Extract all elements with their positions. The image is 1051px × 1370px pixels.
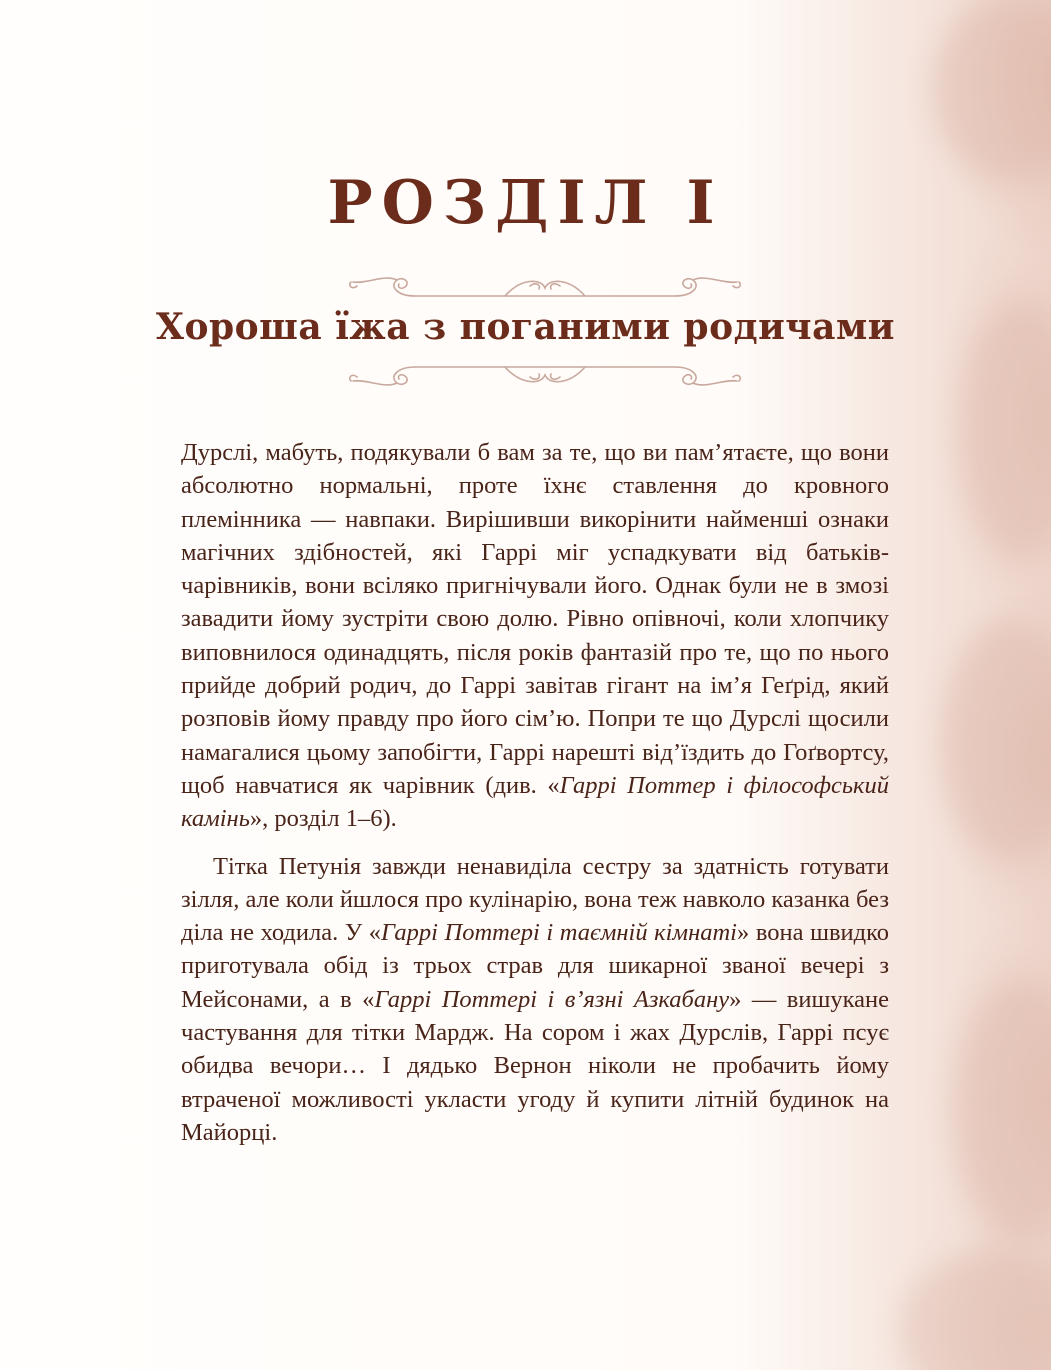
text-run: Дурслі, мабуть, подякували б вам за те, що ви пам’ятаєте, що вони абсолютно нормальні, проте їхнє ставлення до кровного племінника — навпаки. Вирішивши викорінити найменші ознаки магічних здібностей, які Гаррі міг успадкувати від батьків-чарівників, вони всіляко пригнічували його. Однак були не в змозі завадити йому зустріти свою долю. Рівно опівночі, коли хлопчику виповнилося одинадцять, після років фантазій про те, що по нього прийде добрий родич, до Гаррі завітав гігант на ім’я Геґрід, який розповів йому правду про його сім’ю. Попри те що Дурслі щосили намагалися цьому запобігти, Гаррі нарешті від’їздить до Гоґвортсу, щоб навчатися як чарівник (див. « xyxy=(181,439,889,799)
book-title-italic: Гаррі Поттері і таємній кімнаті xyxy=(381,919,737,947)
book-title-italic: Гаррі Поттері і в’язні Азкабану xyxy=(374,985,730,1013)
watercolor-wash xyxy=(930,0,1051,180)
text-run: » вона швидко приготувала обід із трьох страв для шикарної званої вечері з Мейсонами, а в « xyxy=(181,919,889,1013)
paragraph-1 xyxy=(181,436,889,836)
chapter-body xyxy=(181,436,889,1149)
text-run: » — вишукане частування для тітки Мардж. На сором і жах Дурслів, Гаррі псує обидва вечори… І дядько Вернон ніколи не пробачить йому втраченої можливості укласти угоду й купити літній будинок на Майорці. xyxy=(181,985,889,1146)
watercolor-wash xyxy=(940,620,1051,860)
chapter-subtitle: Хороша їжа з поганими родичами xyxy=(156,306,895,348)
paragraph-2 xyxy=(181,850,889,1150)
watercolor-wash xyxy=(900,1250,1051,1370)
flourish-ornament-bottom xyxy=(345,357,745,391)
text-run: Тітка Петунія завжди ненавиділа сестру за здатність готувати зілля, але коли йшлося про кулінарію, вона теж навколо казанка без діла не ходила. У « xyxy=(181,852,889,947)
text-run: », розділ 1–6). xyxy=(249,805,397,833)
book-title-italic: Гаррі Поттер і філософський камінь xyxy=(181,771,889,833)
watercolor-wash xyxy=(955,980,1051,1240)
flourish-ornament-top xyxy=(345,272,745,306)
chapter-title: РОЗДІЛ І xyxy=(327,168,724,238)
